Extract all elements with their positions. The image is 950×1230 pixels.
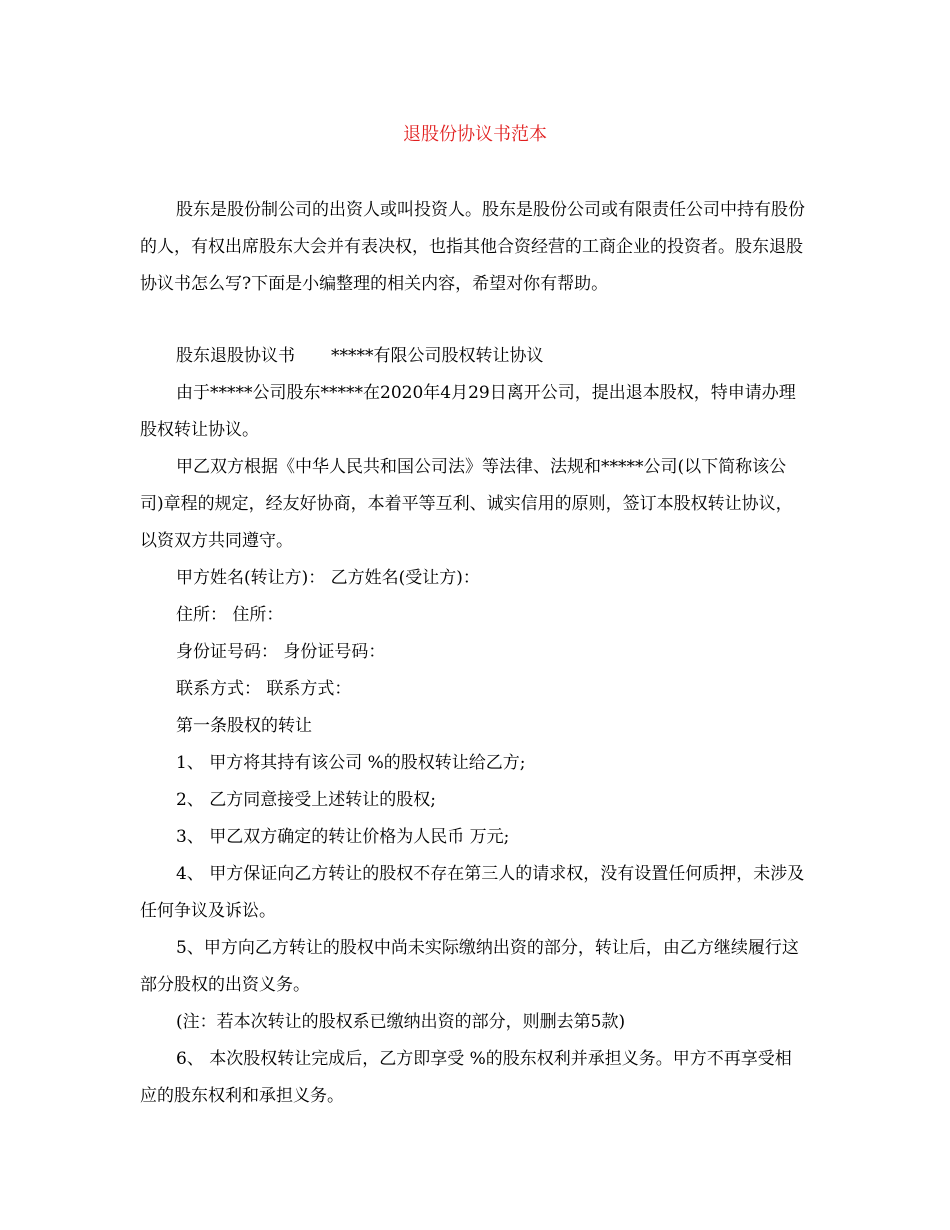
document-title: 退股份协议书范本 bbox=[403, 124, 547, 145]
paragraph-reason: 由于*****公司股东*****在2020年4月29日离开公司，提出退本股权，特申请办理股权转让协议。 bbox=[140, 383, 796, 440]
intro-paragraph: 股东是股份制公司的出资人或叫投资人。股东是股份公司或有限责任公司中持有股份的人，有权出席股东大会并有表决权，也指其他合资经营的工商企业的投资者。股东退股协议书怎么写?下面是小编整理的相关内容，希望对你有帮助。 bbox=[140, 200, 805, 294]
intro-section bbox=[140, 192, 805, 303]
clause-1: 1、 甲方将其持有该公司 %的股权转让给乙方; bbox=[176, 753, 526, 773]
article-one-heading: 第一条股权的转让 bbox=[176, 716, 312, 736]
clause-3: 3、 甲乙双方确定的转让价格为人民币 万元; bbox=[176, 827, 510, 847]
party-names: 甲方姓名(转让方)： 乙方姓名(受让方)： bbox=[176, 568, 480, 588]
clause-6: 6、 本次股权转让完成后，乙方即享受 %的股东权利并承担义务。甲方不再享受相应的股东权利和承担义务。 bbox=[140, 1049, 792, 1106]
clause-2: 2、 乙方同意接受上述转让的股权; bbox=[176, 790, 436, 810]
party-contact: 联系方式： 联系方式： bbox=[176, 679, 352, 699]
party-id-number: 身份证号码： 身份证号码： bbox=[176, 642, 386, 662]
party-address: 住所： 住所： bbox=[176, 605, 284, 625]
clause-4: 4、 甲方保证向乙方转让的股权不存在第三人的请求权，没有设置任何质押，未涉及任何争议及诉讼。 bbox=[140, 864, 805, 921]
clause-5-note: (注：若本次转让的股权系已缴纳出资的部分，则删去第5款) bbox=[176, 1012, 626, 1032]
agreement-section bbox=[140, 338, 805, 1115]
agreement-heading bbox=[140, 338, 805, 375]
heading-left: 股东退股协议书 bbox=[176, 346, 295, 366]
paragraph-basis: 甲乙双方根据《中华人民共和国公司法》等法律、法规和*****公司(以下简称该公司)章程的规定，经友好协商，本着平等互利、诚实信用的原则，签订本股权转让协议，以资双方共同遵守。 bbox=[140, 457, 793, 551]
clause-5: 5、甲方向乙方转让的股权中尚未实际缴纳出资的部分，转让后，由乙方继续履行这部分股权的出资义务。 bbox=[140, 938, 799, 995]
heading-right: *****有限公司股权转让协议 bbox=[331, 346, 544, 366]
